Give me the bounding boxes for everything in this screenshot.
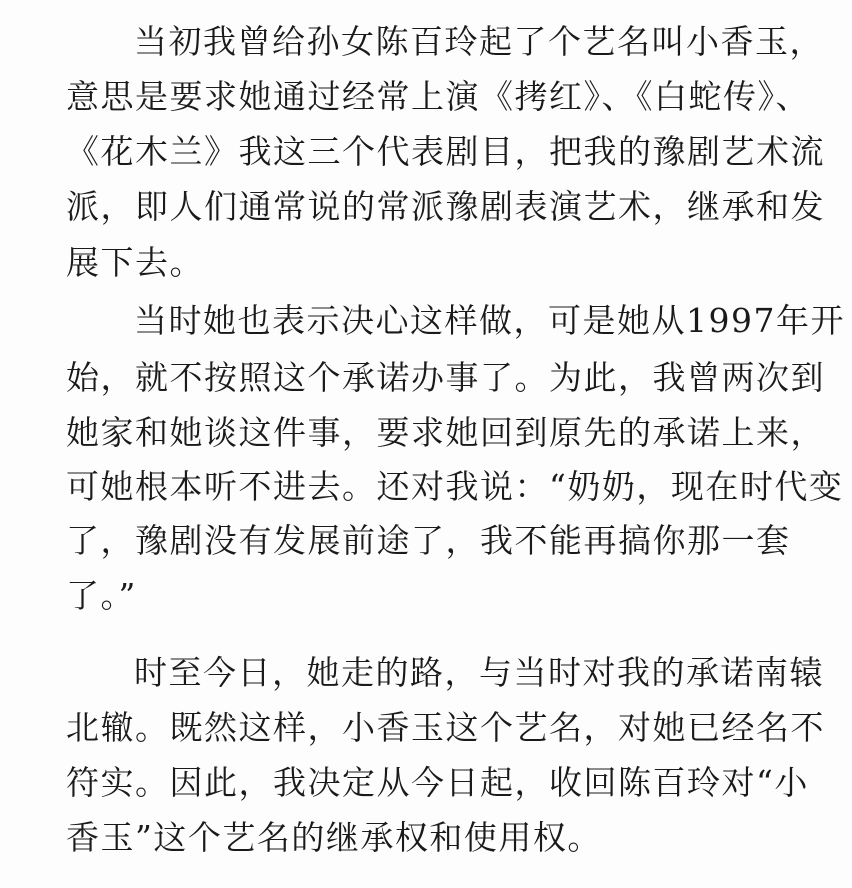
paragraph-1-line-2: 意思是要求她通过经常上演《拷红》、《白蛇传》、 [66,77,810,116]
paragraph-3-line-1: 时至今日，她走的路，与当时对我的承诺南辕 [134,653,824,692]
paragraph-1-line-4: 派，即人们通常说的常派豫剧表演艺术，继承和发 [66,187,825,226]
paragraph-1-line-1: 当初我曾给孙女陈百玲起了个艺名叫小香玉， [134,22,824,61]
paragraph-2-line-5: 了，豫剧没有发展前途了，我不能再搞你那一套 [66,521,791,560]
paragraph-3-line-2: 北辙。既然这样，小香玉这个艺名，对她已经名不 [66,708,825,747]
paragraph-1-line-3: 《花木兰》我这三个代表剧目，把我的豫剧艺术流 [66,132,825,171]
paragraph-1-line-5: 展下去。 [66,243,204,282]
paragraph-2-line-1: 当时她也表示决心这样做，可是她从1997年开 [134,301,845,340]
paragraph-2-line-4: 可她根本听不进去。还对我说：“奶奶，现在时代变 [66,467,844,506]
paragraph-2-line-3: 她家和她谈这件事，要求她回到原先的承诺上来， [66,413,825,452]
paragraph-2-line-2: 始，就不按照这个承诺办事了。为此，我曾两次到 [66,358,825,397]
paragraph-3-line-3: 符实。因此，我决定从今日起，收回陈百玲对“小 [66,763,809,802]
paragraph-2-line-6: 了。” [66,576,137,615]
paragraph-3-line-4: 香玉”这个艺名的继承权和使用权。 [66,818,602,857]
